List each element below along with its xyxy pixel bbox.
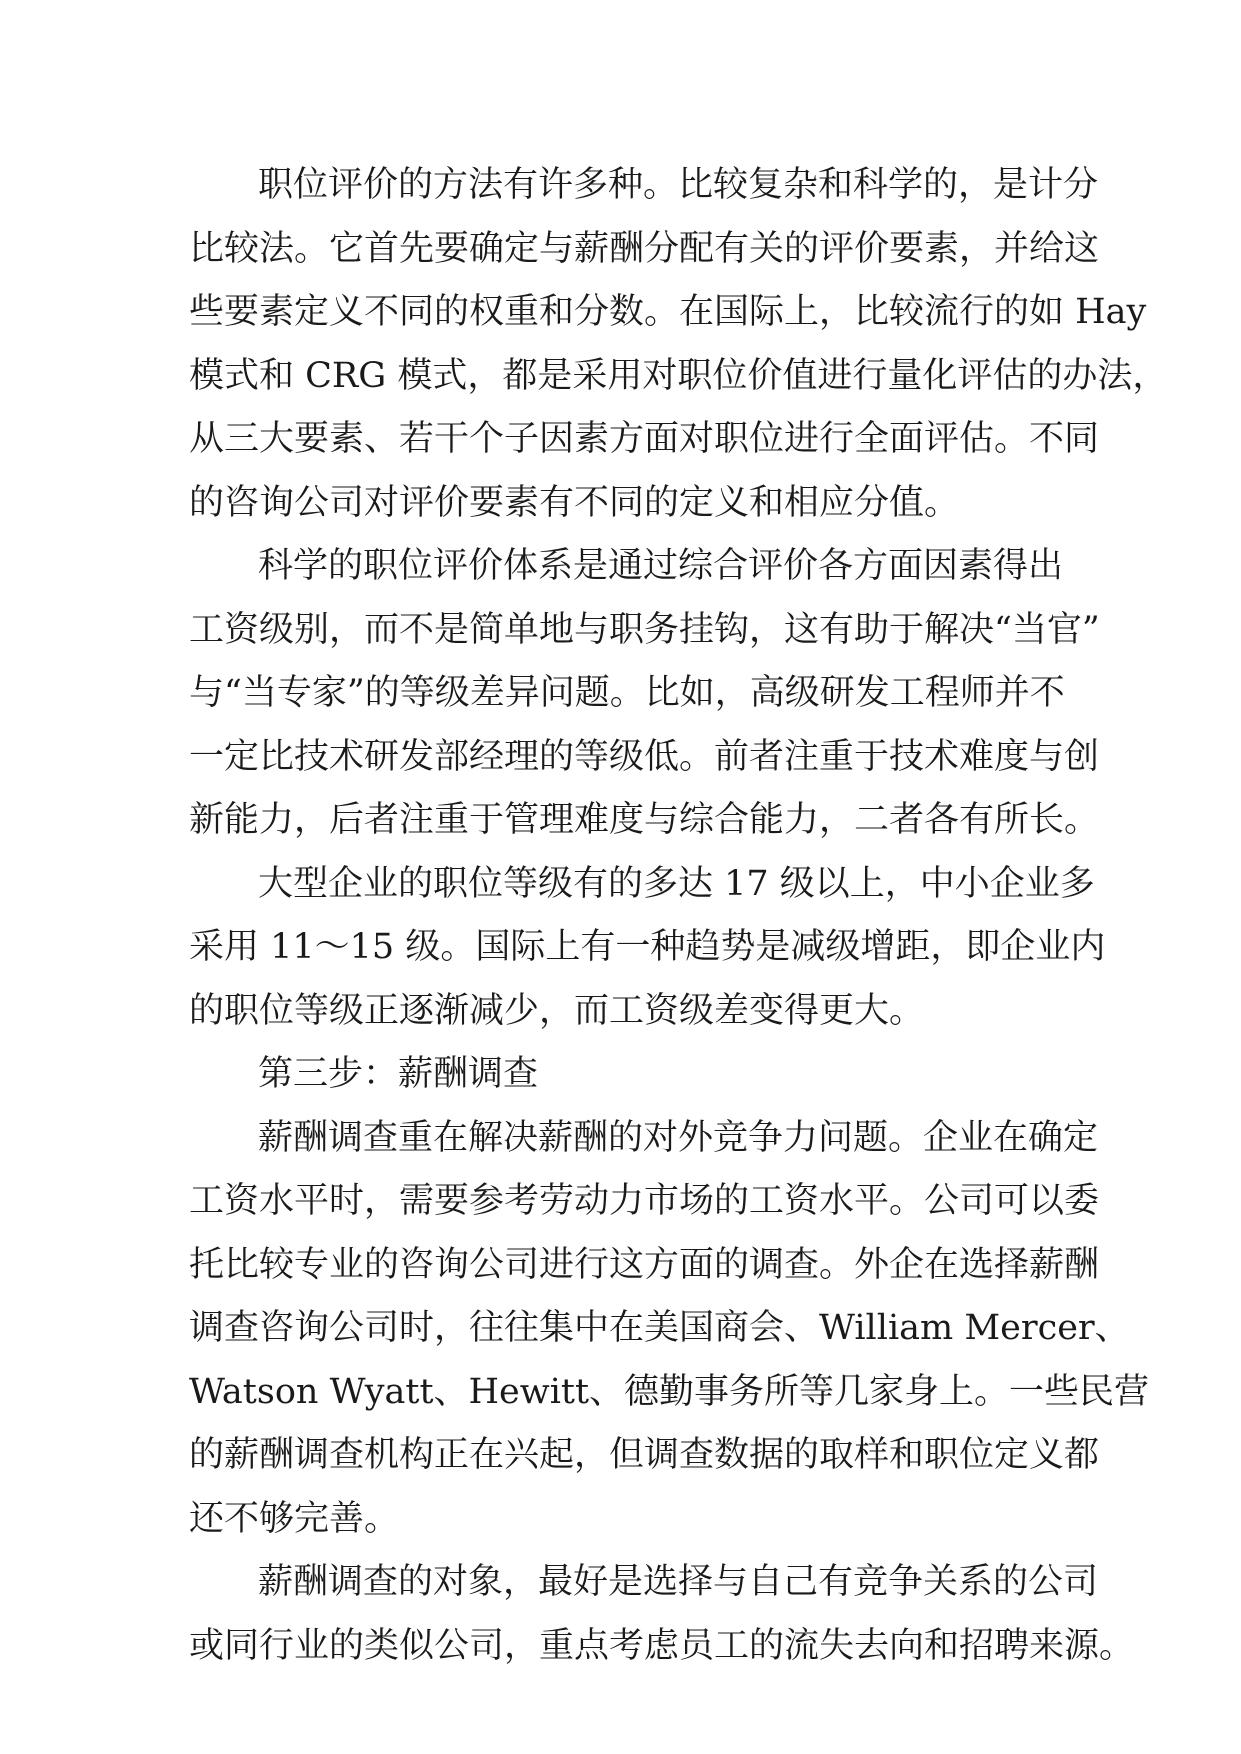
paragraph-line: 从三大要素、若干个子因素方面对职位进行全面评估。不同 xyxy=(189,419,1100,459)
paragraph-line: 与“当专家”的等级差异问题。比如，高级研发工程师并不 xyxy=(189,673,1065,713)
paragraph-line: 比较法。它首先要确定与薪酬分配有关的评价要素，并给这 xyxy=(189,229,1100,269)
paragraph-line: 的薪酬调查机构正在兴起，但调查数据的取样和职位定义都 xyxy=(189,1435,1100,1475)
paragraph-line: Watson Wyatt、Hewitt、德勤事务所等几家身上。一些民营 xyxy=(189,1372,1150,1412)
paragraph-line: 工资水平时，需要参考劳动力市场的工资水平。公司可以委 xyxy=(189,1181,1100,1221)
paragraph-line: 的职位等级正逐渐减少，而工资级差变得更大。 xyxy=(189,991,925,1031)
paragraph-line: 新能力，后者注重于管理难度与综合能力，二者各有所长。 xyxy=(189,800,1100,840)
paragraph-line: 调查咨询公司时，往往集中在美国商会、William Mercer、 xyxy=(189,1308,1130,1348)
paragraph-line: 模式和 CRG 模式，都是采用对职位价值进行量化评估的办法， xyxy=(189,356,1168,396)
paragraph-line: 职位评价的方法有许多种。比较复杂和科学的，是计分 xyxy=(258,165,1099,205)
paragraph-line: 一定比技术研发部经理的等级低。前者注重于技术难度与创 xyxy=(189,737,1100,777)
paragraph-line: 还不够完善。 xyxy=(189,1499,400,1539)
paragraph-line: 托比较专业的咨询公司进行这方面的调查。外企在选择薪酬 xyxy=(189,1245,1100,1285)
paragraph-line: 或同行业的类似公司，重点考虑员工的流失去向和招聘来源。 xyxy=(189,1626,1135,1666)
paragraph-line: 的咨询公司对评价要素有不同的定义和相应分值。 xyxy=(189,483,960,523)
paragraph-line: 大型企业的职位等级有的多达 17 级以上，中小企业多 xyxy=(258,864,1095,904)
paragraph-line: 工资级别，而不是简单地与职务挂钩，这有助于解决“当官” xyxy=(189,610,1100,650)
paragraph-line: 些要素定义不同的权重和分数。在国际上，比较流行的如 Hay xyxy=(189,292,1147,332)
section-heading: 第三步：薪酬调查 xyxy=(258,1054,539,1094)
paragraph-line: 采用 11～15 级。国际上有一种趋势是减级增距，即企业内 xyxy=(189,927,1106,967)
paragraph-line: 薪酬调查重在解决薪酬的对外竞争力问题。企业在确定 xyxy=(258,1118,1099,1158)
paragraph-line: 薪酬调查的对象，最好是选择与自己有竞争关系的公司 xyxy=(258,1562,1099,1602)
paragraph-line: 科学的职位评价体系是通过综合评价各方面因素得出 xyxy=(258,546,1064,586)
